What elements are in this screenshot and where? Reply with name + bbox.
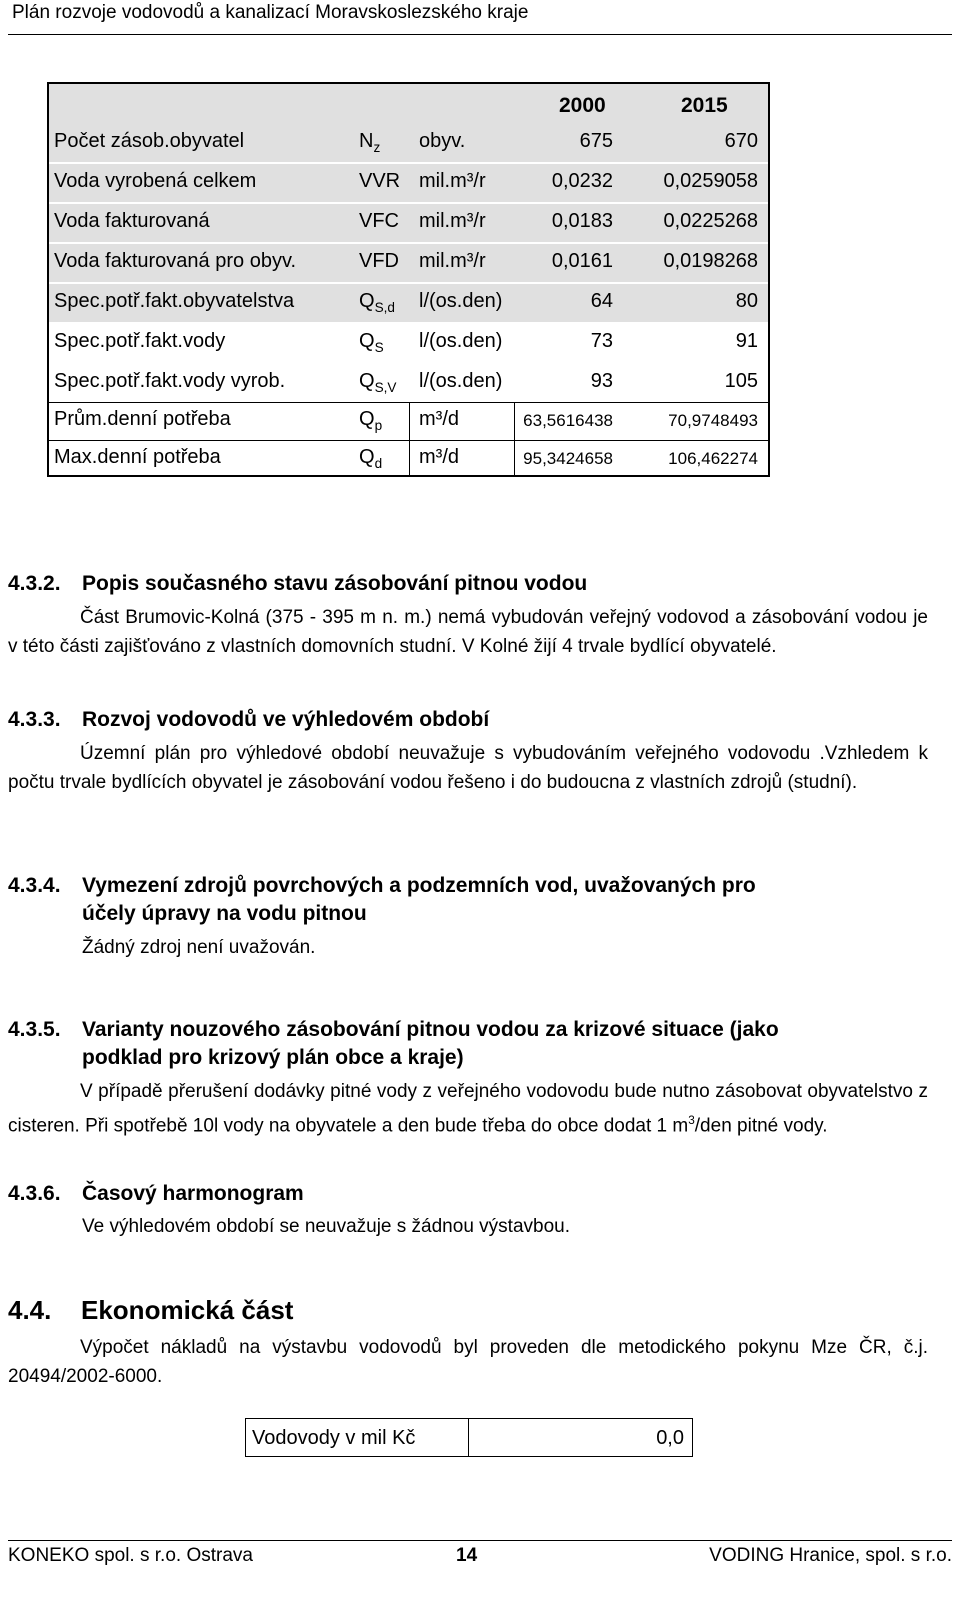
- row-symbol: [359, 210, 399, 233]
- symbol-letter: VFC: [359, 210, 399, 232]
- value-2015: 0,0198268: [663, 250, 758, 272]
- row-symbol: [359, 130, 380, 155]
- section-number: 4.3.4.: [8, 874, 61, 897]
- section-4-4-text: Výpočet nákladů na výstavbu vodovodů byl proveden dle metodického pokynu Mze ČR, č.j. 20494/2002-6000.: [8, 1337, 928, 1387]
- row-label: Spec.potř.fakt.vody: [54, 330, 226, 352]
- footer-right: VODING Hranice, spol. s r.o.: [709, 1545, 952, 1566]
- section-4-4-heading: [8, 1295, 294, 1326]
- table-row: [49, 204, 768, 242]
- row-label: Voda fakturovaná: [54, 210, 210, 232]
- row-label: Počet zásob.obyvatel: [54, 130, 245, 152]
- symbol-letter: Q: [359, 290, 375, 312]
- footer-left: KONEKO spol. s r.o. Ostrava: [8, 1545, 253, 1566]
- table-row: [49, 124, 768, 162]
- symbol-letter: Q: [359, 330, 375, 352]
- row-unit: mil.m³/r: [419, 250, 486, 272]
- value-2015: 106,462274: [668, 449, 758, 468]
- value-2000: 63,5616438: [523, 411, 613, 430]
- superscript: 3: [688, 1114, 695, 1127]
- row-label: Voda vyrobená celkem: [54, 170, 257, 192]
- row-label: Max.denní potřeba: [54, 446, 221, 468]
- table-row: [49, 244, 768, 282]
- row-unit: mil.m³/r: [419, 210, 486, 232]
- row-unit: mil.m³/r: [419, 170, 486, 192]
- row-label: Spec.potř.fakt.vody vyrob.: [54, 370, 286, 392]
- symbol-letter: N: [359, 130, 374, 152]
- row-symbol: [359, 250, 399, 273]
- value-2015: 70,9748493: [668, 411, 758, 430]
- section-number: 4.3.2.: [8, 572, 61, 595]
- section-4-3-5-text: [8, 1077, 928, 1140]
- row-label: Prům.denní potřeba: [54, 408, 231, 430]
- symbol-subscript: d: [374, 456, 383, 471]
- table-row: [49, 164, 768, 202]
- cost-table: [245, 1418, 693, 1457]
- value-2015: 80: [735, 290, 758, 312]
- value-2000: 0,0183: [551, 210, 613, 232]
- year-2015-header: 2015: [681, 94, 728, 117]
- row-symbol: [359, 290, 395, 315]
- year-2000-header: 2000: [559, 94, 606, 117]
- section-title: Časový harmonogram: [82, 1182, 304, 1205]
- text-part: V případě přerušení dodávky pitné vody z veřejného vodovodu bude nutno zásobovat obyvatelstvo z cisteren. Při spotřebě 10l vody na obyvatele a den bude třeba do obce dodat 1 m: [8, 1081, 928, 1137]
- row-unit: m³/d: [419, 446, 459, 468]
- section-title-line-1: Varianty nouzového zásobování pitnou vodou za krizové situace (jako: [82, 1018, 779, 1041]
- cost-value: 0,0: [656, 1427, 684, 1449]
- table-row: [49, 324, 768, 362]
- symbol-letter: VFD: [359, 250, 399, 272]
- section-number: 4.3.3.: [8, 708, 61, 731]
- row-symbol: [359, 446, 382, 471]
- row-unit: m³/d: [419, 408, 459, 430]
- row-label: Voda fakturovaná pro obyv.: [54, 250, 297, 272]
- symbol-subscript: S: [374, 340, 384, 355]
- section-4-3-6-text: Ve výhledovém období se neuvažuje s žádnou výstavbou.: [82, 1216, 570, 1237]
- value-2015: 91: [735, 330, 758, 352]
- row-symbol: [359, 170, 400, 193]
- symbol-letter: VVR: [359, 170, 401, 192]
- value-2000: 0,0232: [551, 170, 613, 192]
- section-4-3-4-text: Žádný zdroj není uvažován.: [82, 937, 316, 958]
- row-unit: l/(os.den): [419, 290, 503, 312]
- section-4-3-3-text: Územní plán pro výhledové období neuvažuje s vybudováním veřejného vodovodu .Vzhledem k počtu trvale bydlících obyvatel je zásobování vodou řešeno i do budoucna z vlastních zdrojů (studní).: [8, 743, 928, 793]
- value-2015: 0,0259058: [663, 170, 758, 192]
- symbol-subscript: S,V: [374, 380, 397, 395]
- table-row-divider: [49, 402, 768, 403]
- document-title: Plán rozvoje vodovodů a kanalizací Moravskoslezského kraje: [12, 2, 529, 23]
- value-2000: 0,0161: [551, 250, 613, 272]
- value-2015: 0,0225268: [663, 210, 758, 232]
- section-number: 4.3.6.: [8, 1182, 61, 1205]
- section-title: Rozvoj vodovodů ve výhledovém období: [82, 708, 490, 731]
- section-title-line-2: podklad pro krizový plán obce a kraje): [82, 1046, 464, 1069]
- value-2000: 73: [590, 330, 613, 352]
- page-header: [8, 0, 952, 40]
- value-2015: 670: [724, 130, 758, 152]
- value-2000: 95,3424658: [523, 449, 613, 468]
- row-unit: obyv.: [419, 130, 466, 152]
- cost-divider: [468, 1419, 469, 1456]
- symbol-subscript: z: [373, 140, 381, 155]
- symbol-letter: Q: [359, 370, 375, 392]
- footer-rule: [8, 1540, 952, 1541]
- table-header-row: [49, 84, 768, 124]
- section-number: 4.4.: [8, 1295, 52, 1325]
- table-row: [49, 284, 768, 322]
- symbol-letter: Q: [359, 408, 375, 430]
- symbol-letter: Q: [359, 446, 375, 468]
- row-symbol: [359, 330, 384, 355]
- row-label: Spec.potř.fakt.obyvatelstva: [54, 290, 295, 312]
- row-symbol: [359, 408, 382, 433]
- table-column-divider: [514, 402, 515, 475]
- text-part: /den pitné vody.: [694, 1115, 828, 1137]
- section-title: Ekonomická část: [81, 1295, 294, 1325]
- cost-label: Vodovody v mil Kč: [252, 1427, 416, 1449]
- table-column-divider: [409, 402, 410, 475]
- table-row-divider: [49, 440, 768, 441]
- value-2000: 675: [579, 130, 613, 152]
- section-4-3-2-text: Část Brumovic-Kolná (375 - 395 m n. m.) nemá vybudován veřejný vodovod a zásobování vodou je v této části zajišťováno z vlastních domovních studní. V Kolné žijí 4 trvale bydlící obyvatelé.: [8, 607, 928, 657]
- table-row: [49, 364, 768, 402]
- value-2015: 105: [724, 370, 758, 392]
- value-2000: 93: [590, 370, 613, 392]
- page-number: 14: [456, 1545, 478, 1566]
- section-number: 4.3.5.: [8, 1018, 61, 1041]
- symbol-subscript: S,d: [374, 300, 395, 315]
- row-unit: l/(os.den): [419, 370, 503, 392]
- water-demand-table: [47, 82, 770, 477]
- header-rule: [8, 34, 952, 35]
- section-title-line-1: Vymezení zdrojů povrchových a podzemních vod, uvažovaných pro: [82, 874, 756, 897]
- row-symbol: [359, 370, 396, 395]
- row-unit: l/(os.den): [419, 330, 503, 352]
- value-2000: 64: [590, 290, 613, 312]
- symbol-subscript: p: [374, 418, 383, 433]
- section-title: Popis současného stavu zásobování pitnou vodou: [82, 572, 588, 595]
- section-title-line-2: účely úpravy na vodu pitnou: [82, 902, 367, 925]
